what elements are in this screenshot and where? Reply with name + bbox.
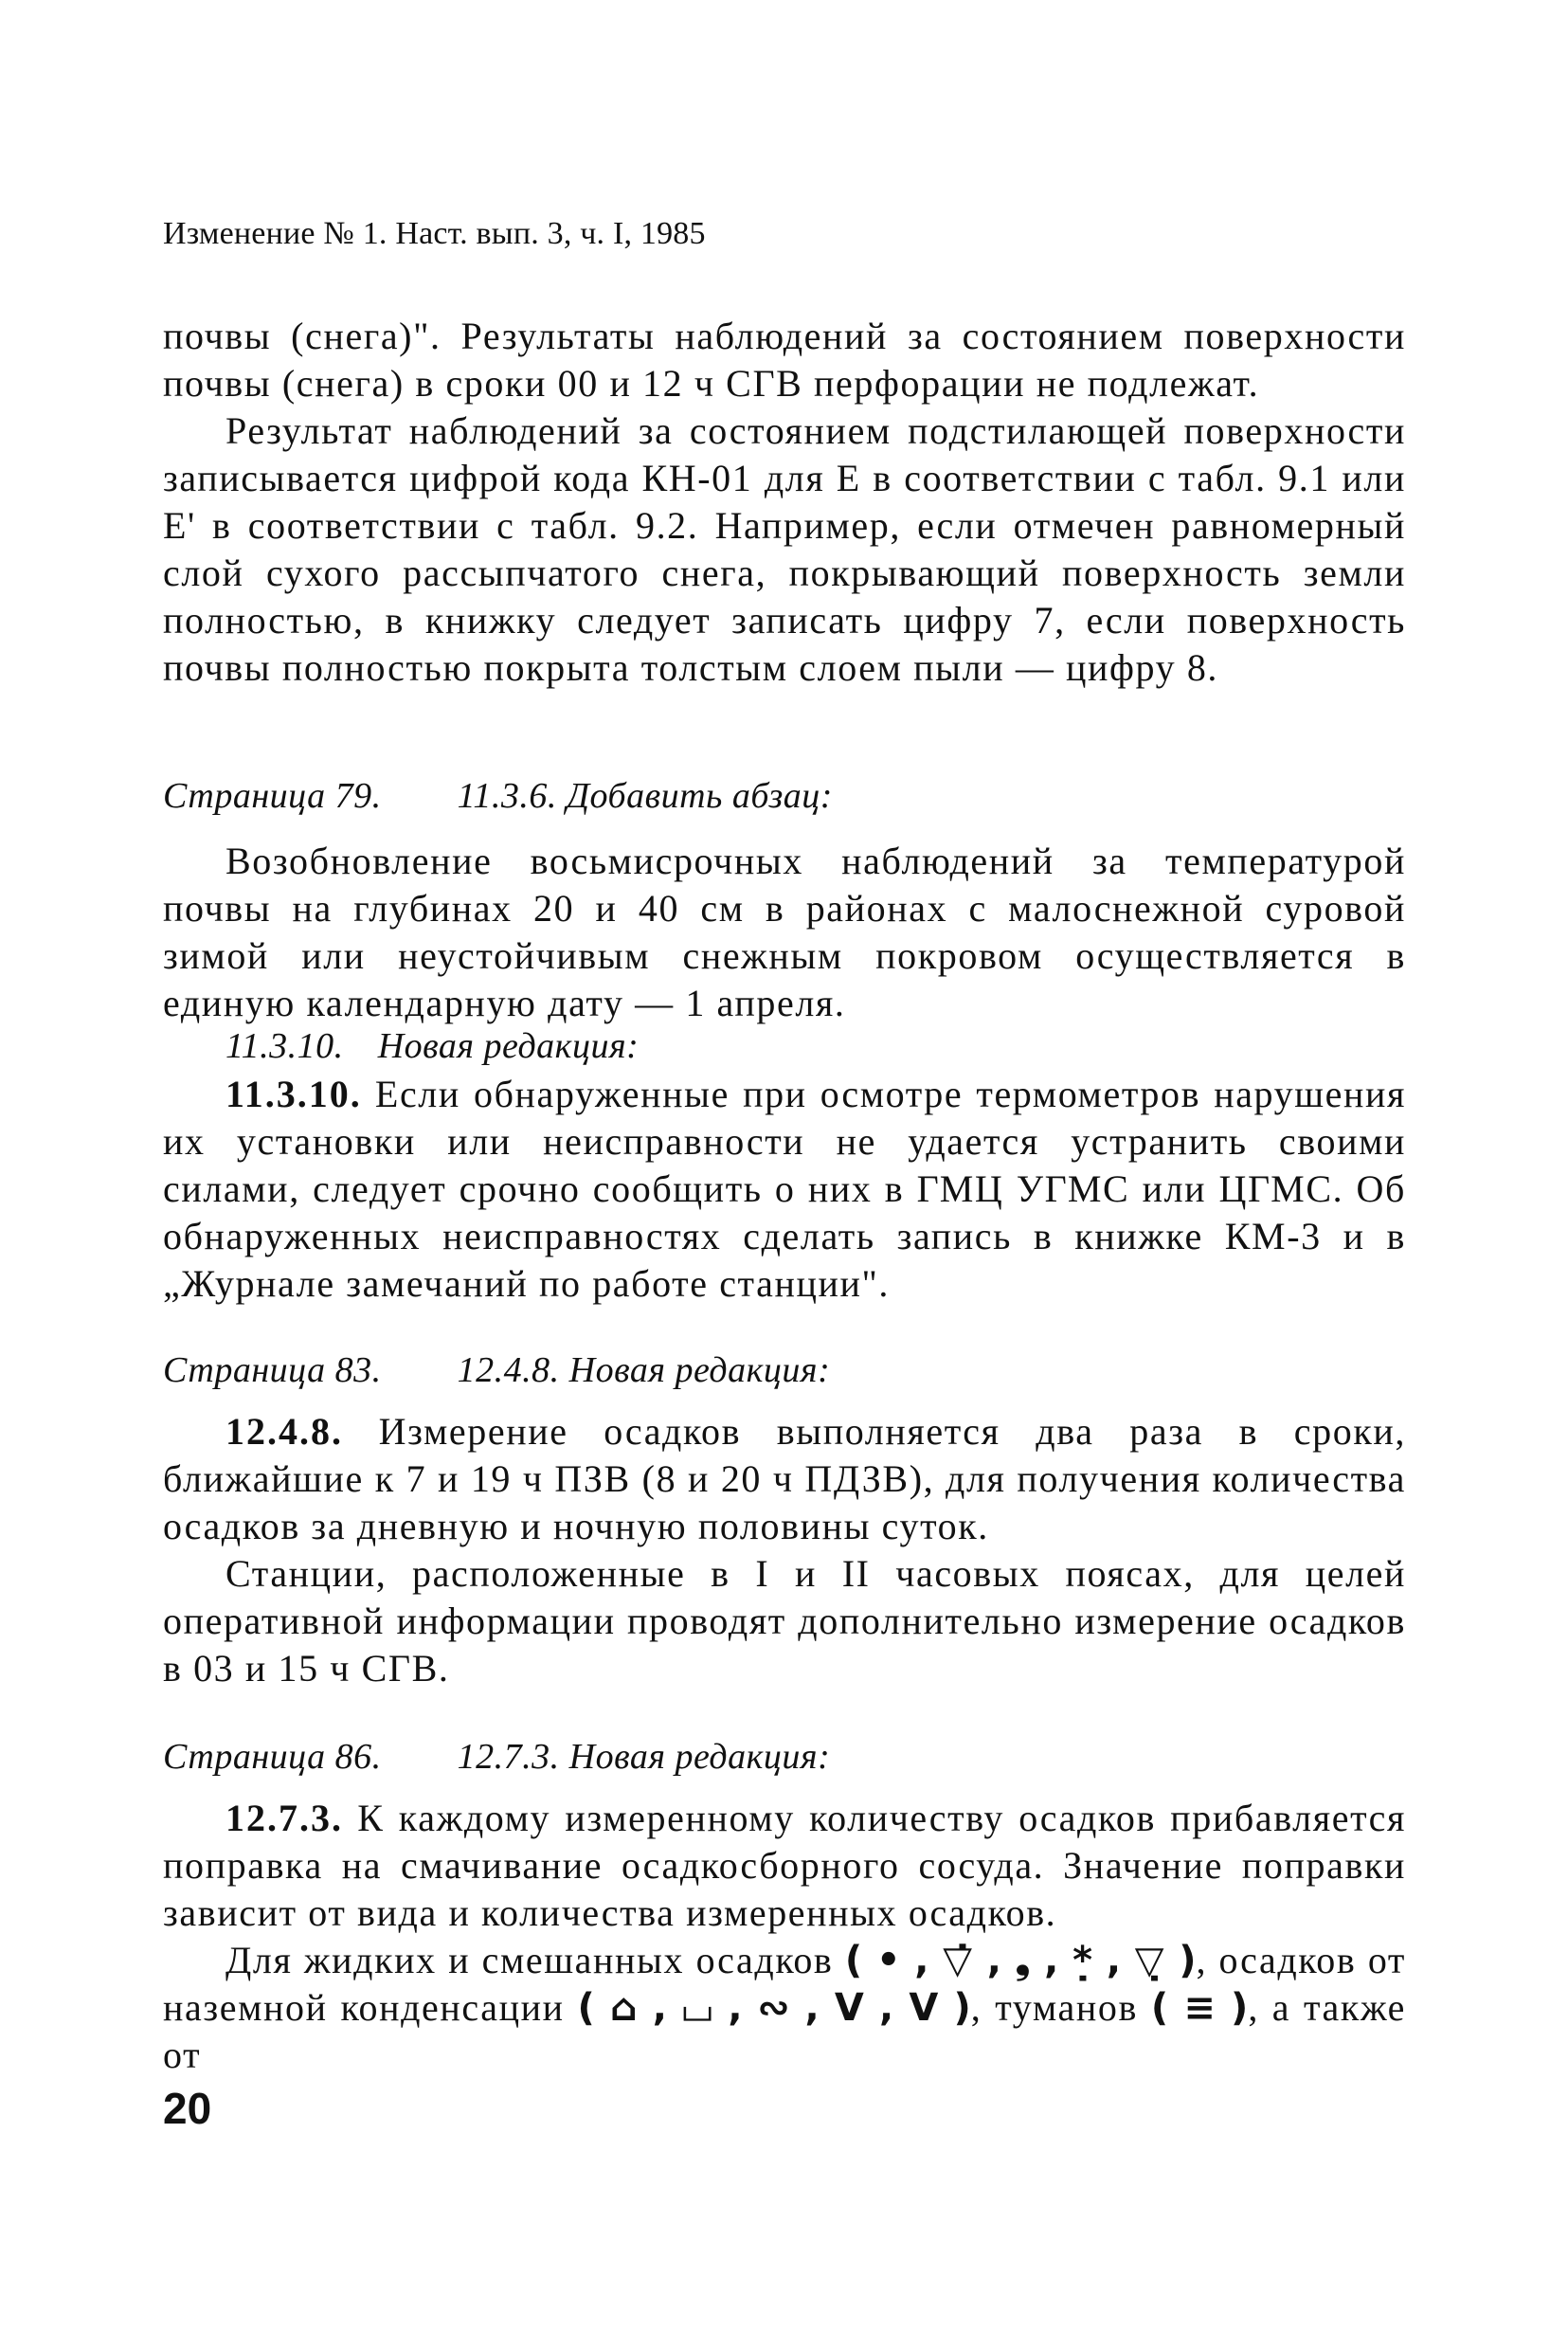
- section-12-4-8: [163, 1408, 1406, 1692]
- paragraph: [163, 1071, 1406, 1308]
- page-reference: Страница 79.: [163, 776, 382, 816]
- text-run: Для жидких и смешанных осадков: [225, 1939, 834, 1981]
- text-run: , туманов: [970, 1986, 1138, 2029]
- clause-number: 11.3.10.: [225, 1073, 362, 1115]
- paragraph: Станции, расположенные в I и II часовых поясах, для целей оперативной информации проводят дополнительно измерение осадков в 03 и 15 ч СГВ.: [163, 1552, 1406, 1690]
- subheading-11-3-10: [225, 1025, 639, 1067]
- clause-text: К каждому измеренному количеству осадков прибавляется поправка на смачивание осадкосборного сосуда. Значение поправки зависит от вида и количества измеренных осадков.: [163, 1797, 1406, 1934]
- clause-label: Новая редакция:: [377, 1026, 640, 1066]
- paragraph: [163, 1408, 1406, 1550]
- paragraph: Результат наблюдений за состоянием подстилающей поверхности записывается цифрой кода КН-01 для E в соответствии с табл. 9.1 или E' в соответствии с табл. 9.2. Например, если отмечен равномерный слой сухого рассыпчатого снега, покрывающий поверхность земли полностью, в книжку следует записать цифру 7, если поверхность почвы полностью покрыта толстым слоем пыли — цифру 8.: [163, 409, 1406, 689]
- paragraph: Возобновление восьмисрочных наблюдений за температурой почвы на глубинах 20 и 40 см в районах с малоснежной суровой зимой или неустойчивым снежным покровом осуществляется в единую календарную дату — 1 апреля.: [163, 840, 1406, 1024]
- section-soil-surface: [163, 313, 1406, 692]
- clause-number: 12.7.3.: [225, 1797, 343, 1839]
- clause-reference: 12.4.8. Новая редакция:: [457, 1350, 831, 1390]
- clause-text: Если обнаруженные при осмотре термометров нарушения их установки или неисправности не удается устранить своими силами, следует срочно сообщить о них в ГМЦ УГМС или ЦГМС. Об обнаруженных неисправностях сделать запись в книжке КМ-3 и в „Журнале замечаний по работе станции".: [163, 1073, 1406, 1305]
- page-reference: Страница 83.: [163, 1350, 382, 1390]
- clause-reference: 12.7.3. Новая редакция:: [457, 1737, 831, 1777]
- running-header: Изменение № 1. Наст. вып. 3, ч. I, 1985: [163, 216, 706, 251]
- fog-symbol: ( ≡ ): [1150, 1986, 1249, 2030]
- paragraph: [163, 1795, 1406, 1937]
- heading-page-83: [163, 1349, 1406, 1391]
- section-12-7-3: [163, 1795, 1406, 2079]
- paragraph: [163, 1937, 1406, 2079]
- clause-number: 11.3.10.: [225, 1026, 344, 1066]
- section-11-3-10: [163, 1071, 1406, 1308]
- heading-page-86: [163, 1736, 1406, 1778]
- precipitation-symbols: ( • , ▽̇ , ❟ , *̣ , ▽̣ ): [844, 1939, 1197, 1982]
- clause-reference: 11.3.6. Добавить абзац:: [457, 776, 833, 816]
- clause-number: 12.4.8.: [225, 1410, 343, 1453]
- text-run: , а также от: [163, 1986, 1407, 2076]
- condensation-symbols: ( ⌂ , ⌴ , ∾ , V , V ): [577, 1986, 971, 2030]
- text-run: , осадков от наземной конденсации: [163, 1939, 1406, 2029]
- page-number: 20: [163, 2084, 212, 2133]
- paragraph: почвы (снега)". Результаты наблюдений за состоянием поверхности почвы (снега) в сроки 00 и 12 ч СГВ перфорации не подлежат.: [163, 315, 1406, 405]
- section-soil-temperature: [163, 838, 1406, 1027]
- clause-text: Измерение осадков выполняется два раза в сроки, ближайшие к 7 и 19 ч ПЗВ (8 и 20 ч ПДЗВ), для получения количества осадков за дневную и ночную половины суток.: [163, 1410, 1406, 1547]
- heading-page-79: [163, 775, 1406, 817]
- page-reference: Страница 86.: [163, 1737, 382, 1777]
